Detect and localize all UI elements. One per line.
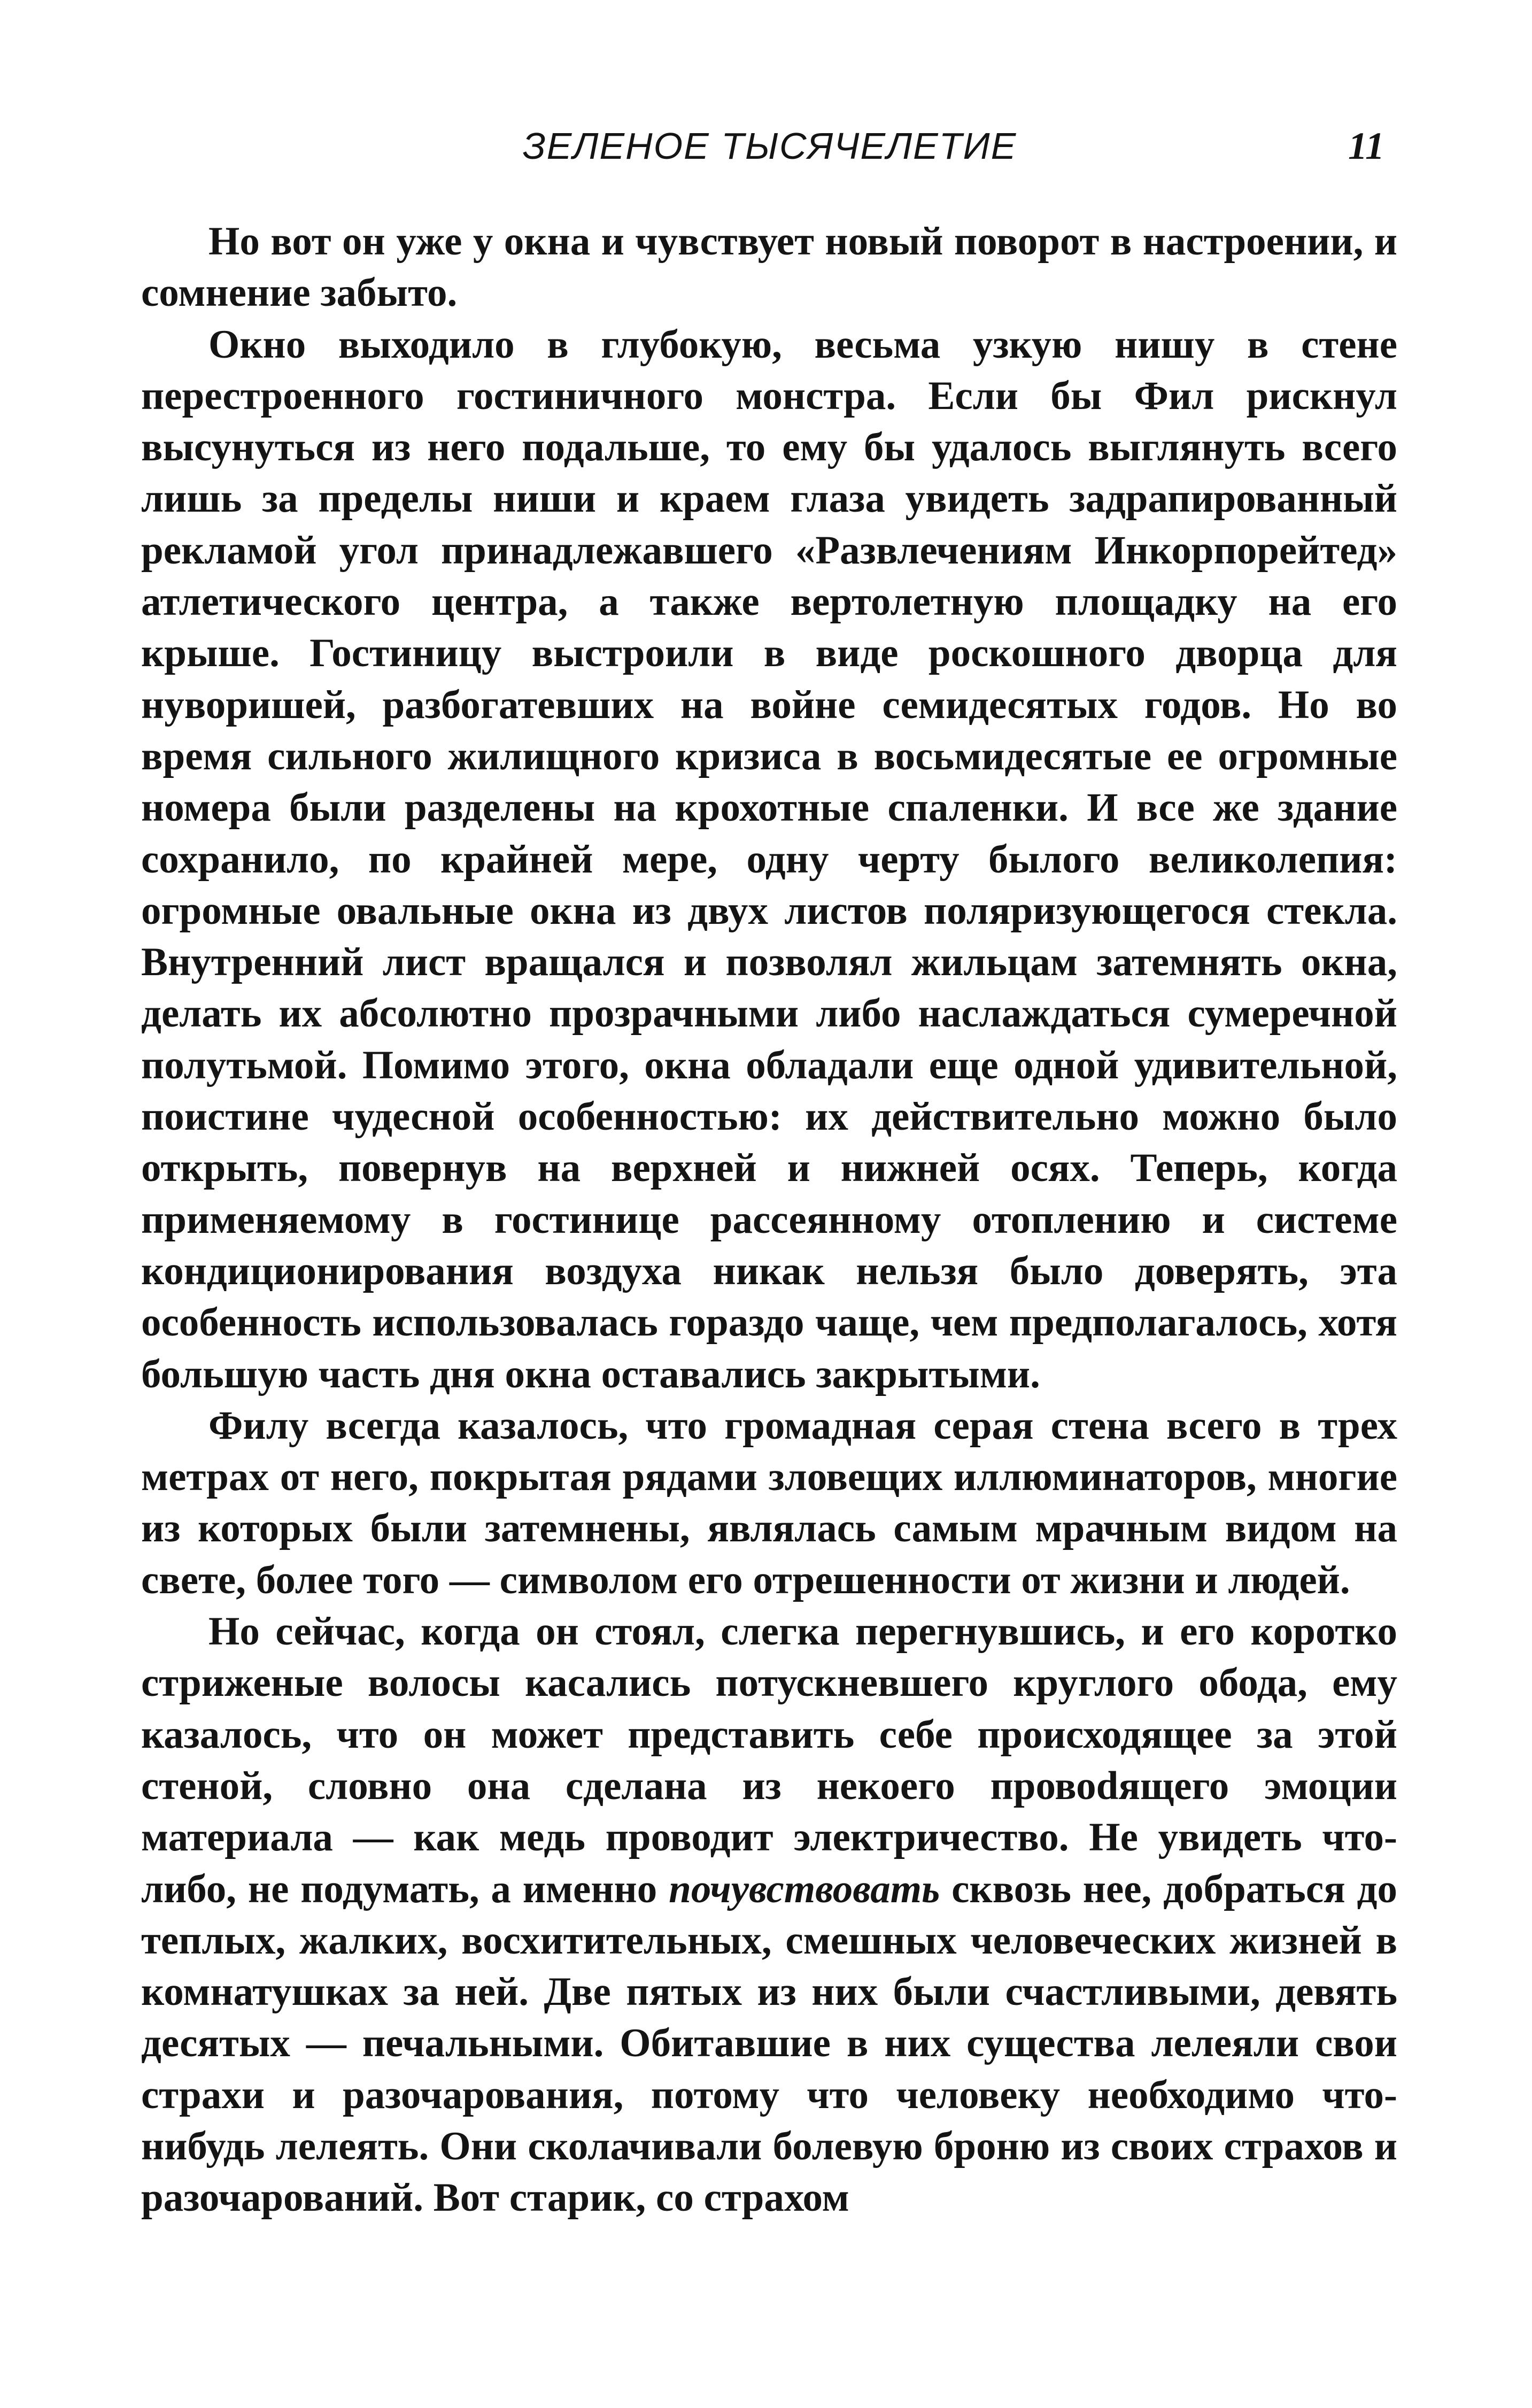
page-number: 11 — [1348, 125, 1384, 167]
paragraph-4-text-after: сквозь нее, добраться до теплых, жалких, восхитительных, смешных человеческих жизней в комнатушках за ней. Две пятых из них были счастливыми, девять десятых — печальными. Обитавшие в них существа лелеяли свои страхи и разочарования, потому что человеку необходимо что-нибудь лелеять. Они сколачивали болевую броню из своих страхов и разочарований. Вот старик, со страхом — [141, 1866, 1397, 2220]
body-text — [141, 216, 1397, 2224]
paragraph-4-text-before: Но сейчас, когда он стоял, слегка перегнувшись, и его коротко стриженые волосы касались потускневшего круглого обода, ему казалось, что он может представить себе происходящее за этой стеной, словно она сделана из некоего провоdящего эмоции материала — как медь проводит электричество. Не увидеть что-либо, не подумать, а именно — [141, 1609, 1397, 1911]
paragraph-4 — [141, 1606, 1397, 2224]
running-head — [144, 117, 1395, 175]
paragraph-3: Филу всегда казалось, что громадная серая стена всего в трех метрах от него, покрытая рядами зловещих иллюминаторов, многие из которых были затемнены, являлась самым мрачным видом на свете, более того — символом его отрешенности от жизни и людей. — [141, 1403, 1397, 1602]
paragraph-2: Окно выходило в глубокую, весьма узкую нишу в стене перестроенного гостиничного монстра. Если бы Фил рискнул высунуться из него подальше, то ему бы удалось выглянуть всего лишь за пределы ниши и краем глаза увидеть задрапированный рекламой угол принадлежавшего «Развлечениям Инкорпорейтед» атлетического центра, а также вертолетную площадку на его крыше. Гостиницу выстроили в виде роскошного дворца для нуворишей, разбогатевших на войне семидесятых годов. Но во время сильного жилищного кризиса в восьмидесятые ее огромные номера были разделены на крохотные спаленки. И все же здание сохранило, по крайней мере, одну черту былого великолепия: огромные овальные окна из двух листов поляризующегося стекла. Внутренний лист вращался и позволял жильцам затемнять окна, делать их абсолютно прозрачными либо наслаждаться сумеречной полутьмой. Помимо этого, окна обладали еще одной удивительной, поистине чудесной особенностью: их действительно можно было открыть, повернув на верхней и нижней осях. Теперь, когда применяемому в гостинице рассеянному отоплению и системе кондиционирования воздуха никак нельзя было доверять, эта особенность использовалась гораздо чаще, чем предполагалось, хотя большую часть дня окна оставались закрытыми. — [141, 322, 1397, 1396]
running-title: ЗЕЛЕНОЕ ТЫСЯЧЕЛЕТИЕ — [522, 125, 1017, 167]
paragraph-1: Но вот он уже у окна и чувствует новый поворот в настроении, и сомнение забыто. — [141, 219, 1397, 315]
emphasis-word: почувствовать — [669, 1866, 940, 1911]
